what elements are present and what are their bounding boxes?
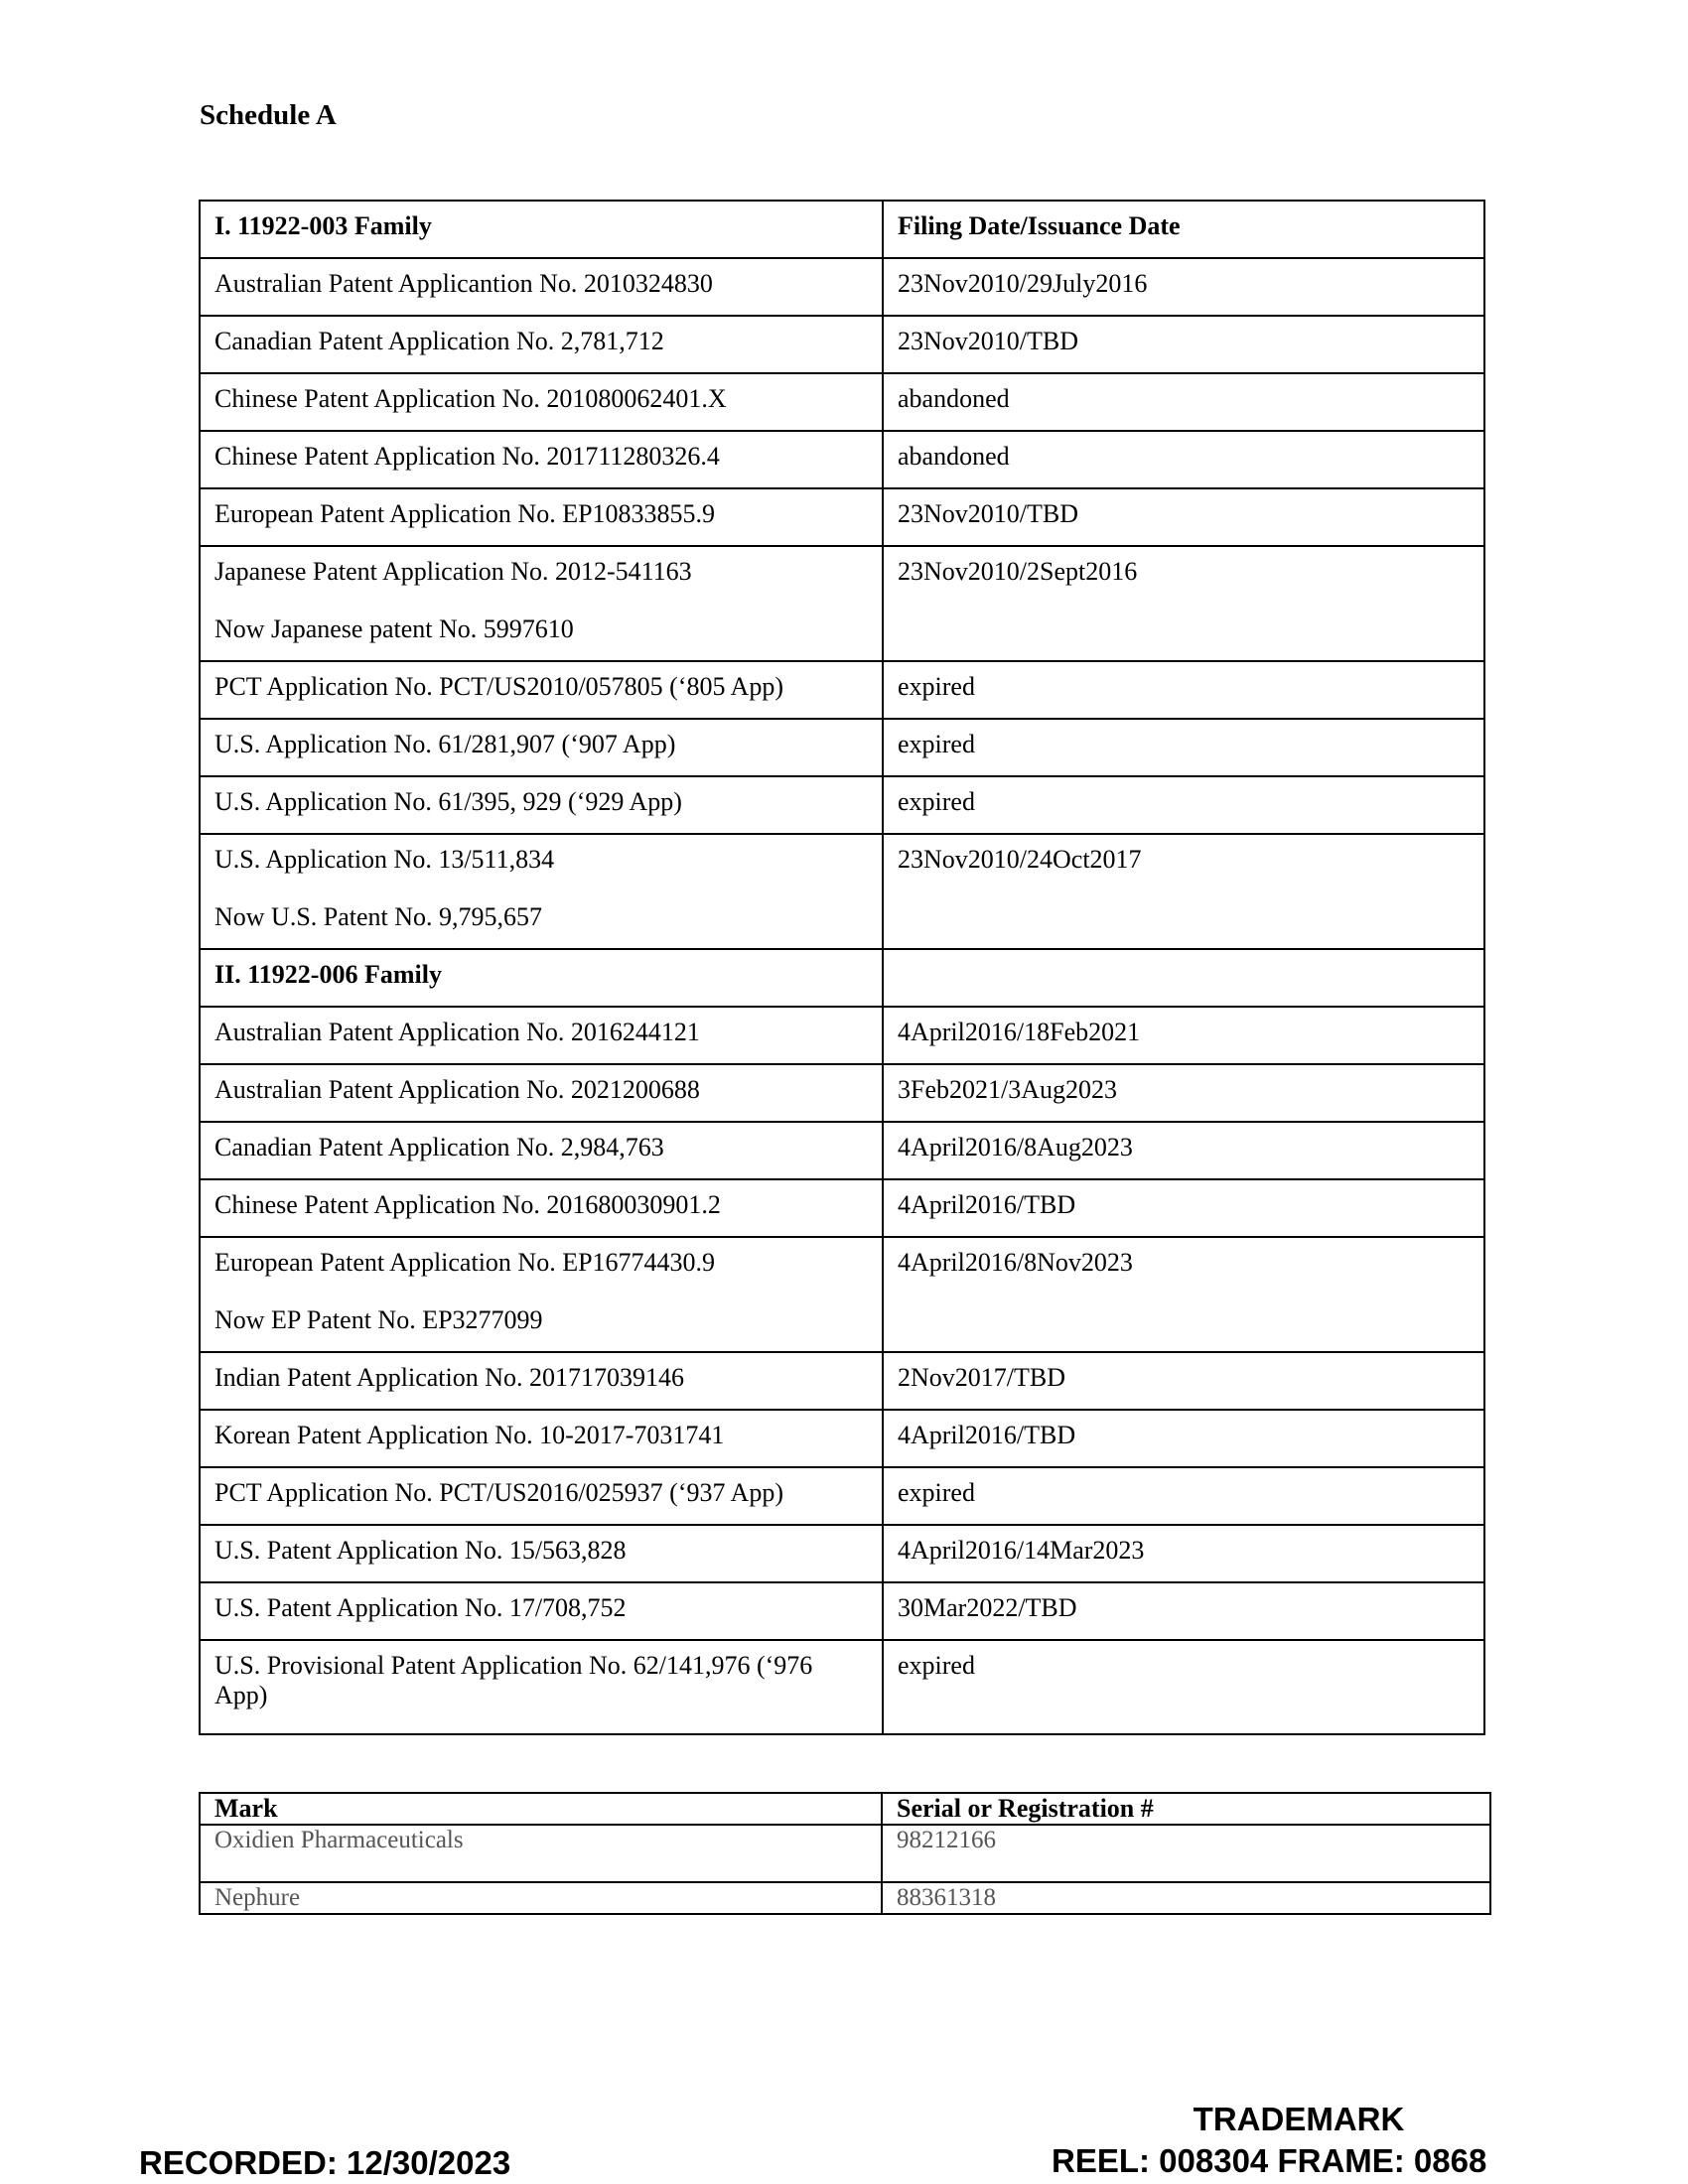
patent-row [200, 316, 1484, 373]
application-cell [200, 1640, 883, 1734]
document-type-label: TRADEMARK [1193, 2101, 1405, 2137]
patent-row [200, 661, 1484, 719]
mark-number: 98212166 [882, 1825, 1490, 1882]
application-cell [200, 834, 883, 949]
patent-row [200, 1582, 1484, 1640]
mark-column-header: Mark [200, 1793, 882, 1825]
filing-issuance-date: 23Nov2010/24Oct2017 [883, 834, 1484, 949]
application-cell [200, 661, 883, 719]
mark-name: Nephure [200, 1882, 882, 1914]
application-cell [200, 1064, 883, 1122]
application-cell [200, 1352, 883, 1410]
filing-issuance-date: expired [883, 719, 1484, 776]
application-number: U.S. Patent Application No. 17/708,752 [214, 1593, 627, 1622]
mark-table-header-row [200, 1793, 1490, 1825]
patent-row [200, 1122, 1484, 1179]
application-number: Canadian Patent Application No. 2,781,712 [214, 327, 664, 355]
application-number: Australian Patent Application No. 2016244121 [214, 1018, 700, 1046]
recorded-date: RECORDED: 12/30/2023 [139, 2144, 511, 2181]
application-cell [200, 1582, 883, 1640]
reel-frame-label: REEL: 008304 FRAME: 0868 [1052, 2142, 1487, 2179]
application-cell [200, 431, 883, 488]
patent-row [200, 373, 1484, 431]
application-number: Australian Patent Applicantion No. 2010324830 [214, 269, 713, 298]
application-number: Canadian Patent Application No. 2,984,763 [214, 1133, 664, 1161]
application-cell [200, 546, 883, 661]
family-2-header-empty [883, 949, 1484, 1007]
application-number: U.S. Application No. 61/281,907 (‘907 App) [214, 730, 676, 758]
filing-issuance-date: 4April2016/TBD [883, 1179, 1484, 1237]
filing-issuance-date: 3Feb2021/3Aug2023 [883, 1064, 1484, 1122]
patent-row [200, 1467, 1484, 1525]
patent-row [200, 1007, 1484, 1064]
application-cell [200, 719, 883, 776]
application-cell [200, 1237, 883, 1352]
filing-issuance-date: 4April2016/8Aug2023 [883, 1122, 1484, 1179]
family-1-header-row [200, 201, 1484, 258]
filing-issuance-date: abandoned [883, 431, 1484, 488]
filing-issuance-date: expired [883, 661, 1484, 719]
dates-column-header: Filing Date/Issuance Date [883, 201, 1484, 258]
family-2-header-row [200, 949, 1484, 1007]
application-number: Japanese Patent Application No. 2012-541163 [214, 557, 692, 586]
filing-issuance-date: 30Mar2022/TBD [883, 1582, 1484, 1640]
application-number: Chinese Patent Application No. 201680030901.2 [214, 1190, 721, 1219]
filing-issuance-date: 2Nov2017/TBD [883, 1352, 1484, 1410]
patent-number-note: Now EP Patent No. EP3277099 [214, 1305, 543, 1334]
filing-issuance-date: 4April2016/TBD [883, 1410, 1484, 1467]
application-cell [200, 1122, 883, 1179]
filing-issuance-date: 23Nov2010/TBD [883, 488, 1484, 546]
application-number: U.S. Provisional Patent Application No. 62/141,976 (‘976 App) [214, 1651, 813, 1709]
mark-number: 88361318 [882, 1882, 1490, 1914]
patent-table [199, 200, 1485, 1735]
application-cell [200, 488, 883, 546]
patent-row [200, 1525, 1484, 1582]
application-cell [200, 1007, 883, 1064]
filing-issuance-date: abandoned [883, 373, 1484, 431]
application-number: U.S. Application No. 61/395, 929 (‘929 App) [214, 787, 682, 816]
application-number: U.S. Patent Application No. 15/563,828 [214, 1536, 627, 1565]
application-cell [200, 776, 883, 834]
patent-row [200, 1352, 1484, 1410]
patent-number-note: Now Japanese patent No. 5997610 [214, 614, 574, 643]
patent-row [200, 776, 1484, 834]
filing-issuance-date: 23Nov2010/29July2016 [883, 258, 1484, 316]
patent-row [200, 1179, 1484, 1237]
application-number: European Patent Application No. EP16774430.9 [214, 1248, 716, 1277]
application-cell [200, 1410, 883, 1467]
mark-name: Oxidien Pharmaceuticals [200, 1825, 882, 1882]
application-number: U.S. Application No. 13/511,834 [214, 845, 555, 874]
filing-issuance-date: 4April2016/14Mar2023 [883, 1525, 1484, 1582]
application-cell [200, 1467, 883, 1525]
application-number: Korean Patent Application No. 10-2017-7031741 [214, 1421, 725, 1449]
patent-row [200, 258, 1484, 316]
application-number: Indian Patent Application No. 201717039146 [214, 1363, 685, 1392]
patent-row [200, 431, 1484, 488]
patent-row [200, 1237, 1484, 1352]
application-number: PCT Application No. PCT/US2016/025937 (‘937 App) [214, 1478, 783, 1507]
application-number: Australian Patent Application No. 2021200688 [214, 1075, 700, 1104]
mark-row [200, 1882, 1490, 1914]
filing-issuance-date: 23Nov2010/2Sept2016 [883, 546, 1484, 661]
family-1-header: I. 11922-003 Family [200, 201, 883, 258]
patent-row [200, 1640, 1484, 1734]
patent-row [200, 834, 1484, 949]
application-cell [200, 373, 883, 431]
application-number: Chinese Patent Application No. 201080062401.X [214, 384, 727, 413]
filing-issuance-date: expired [883, 1467, 1484, 1525]
filing-issuance-date: 4April2016/8Nov2023 [883, 1237, 1484, 1352]
mark-row [200, 1825, 1490, 1882]
family-2-header: II. 11922-006 Family [200, 949, 883, 1007]
patent-table-body [200, 201, 1484, 1734]
patent-number-note: Now U.S. Patent No. 9,795,657 [214, 902, 543, 931]
application-cell [200, 1525, 883, 1582]
patent-row [200, 719, 1484, 776]
page-title: Schedule A [200, 99, 337, 131]
filing-issuance-date: 4April2016/18Feb2021 [883, 1007, 1484, 1064]
patent-row [200, 1064, 1484, 1122]
patent-row [200, 488, 1484, 546]
filing-issuance-date: 23Nov2010/TBD [883, 316, 1484, 373]
filing-issuance-date: expired [883, 1640, 1484, 1734]
serial-column-header: Serial or Registration # [882, 1793, 1490, 1825]
application-number: Chinese Patent Application No. 201711280326.4 [214, 442, 720, 471]
filing-issuance-date: expired [883, 776, 1484, 834]
application-number: European Patent Application No. EP10833855.9 [214, 499, 716, 528]
mark-table [199, 1792, 1491, 1915]
patent-row [200, 546, 1484, 661]
application-cell [200, 258, 883, 316]
application-cell [200, 316, 883, 373]
patent-row [200, 1410, 1484, 1467]
application-number: PCT Application No. PCT/US2010/057805 (‘805 App) [214, 672, 783, 701]
application-cell [200, 1179, 883, 1237]
